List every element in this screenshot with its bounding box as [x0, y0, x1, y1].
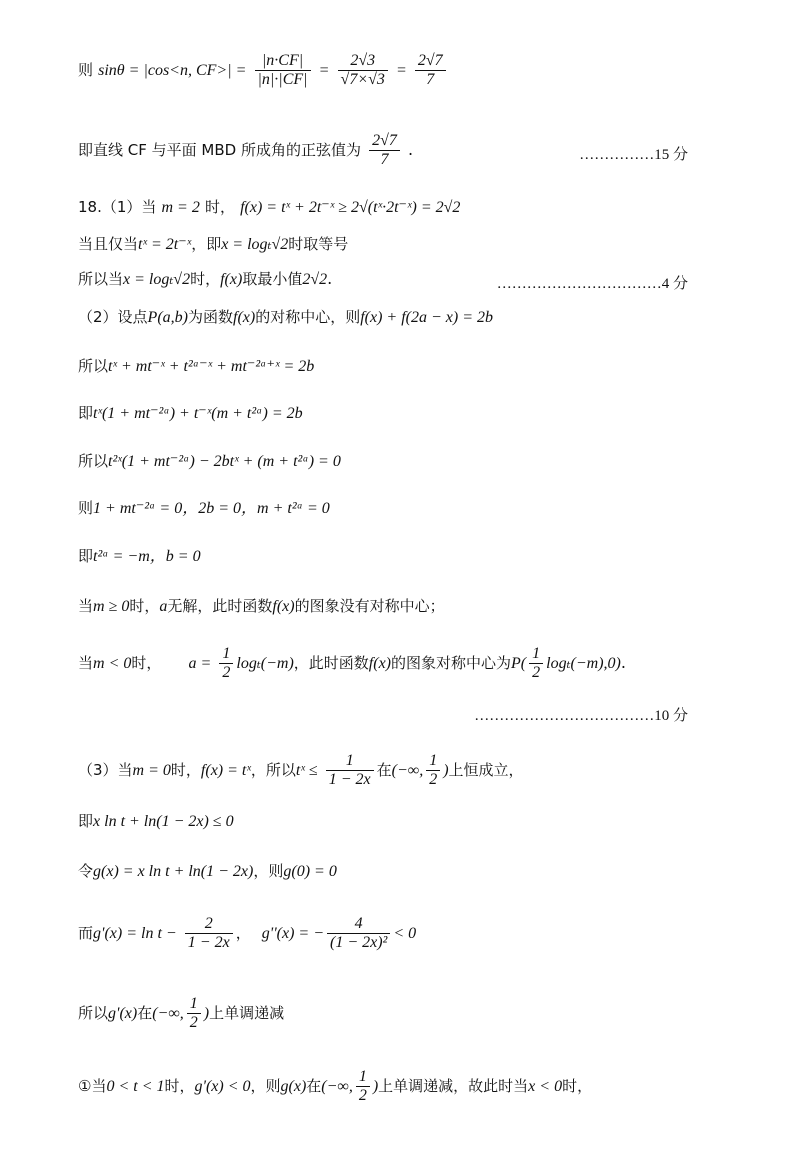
line-factor: 即tˣ(1 + mt⁻²ᵃ) + t⁻ˣ(m + t²ᵃ) = 2b — [78, 404, 303, 422]
fraction: $\frac{1}{2}$ — [356, 1068, 370, 1105]
fraction: $\frac{1}{2}$ — [426, 752, 440, 789]
line-log-inequality: 即x ln t + ln(1 − 2x) ≤ 0 — [78, 812, 234, 830]
line-sin-theta: 则 sinθ = |cos<n, CF>| = $\frac{|n\cdot CF|}{|n|\cdot|CF|}$ = $\frac{2√3}{√7\times√3}$ = $\frac{2√7}{7}$ — [78, 52, 760, 89]
line-result: 即t²ᵃ = −m，b = 0 — [78, 547, 201, 565]
fraction: $\frac{4}{\text{(1 − 2x)²}}$ — [327, 915, 390, 952]
fraction: $\frac{1}{2}$ — [187, 995, 201, 1032]
line-quadratic: 所以t²ˣ(1 + mt⁻²ᵃ) − 2btˣ + (m + t²ᵃ) = 0 — [78, 452, 341, 470]
line-derivatives: 而g'(x) = ln t − $\frac{2}{1 - 2x}$ ， g''(x) = − $\frac{4}{\text{(1 − 2x)²}}$ < 0 — [78, 915, 417, 951]
fraction: $\frac{2√7}{7}$ — [415, 52, 446, 89]
fraction: $\frac{1}{2}$ — [529, 645, 543, 682]
math-expr: sinθ = |cos<n, CF>| = — [98, 62, 247, 79]
line-case-t-lt-1: ①当0 < t < 1时，g'(x) < 0，则g(x)在(−∞, $\frac{1}{2}$ )上单调递减，故此时当x < 0时， — [78, 1068, 593, 1104]
line-part2-setup: （2）设点P(a,b)为函数f(x)的对称中心，则f(x) + f(2a − x) = 2b — [78, 308, 494, 326]
line-case-m-neg: 当m < 0时， a = $\frac{1}{2}$ logₜ(−m)，此时函数f(x)的图象对称中心为P( $\frac{1}{2}$ logₜ(−m),0). — [78, 645, 626, 681]
score-marker: ………………………………10 分 — [474, 708, 688, 724]
fraction: $\frac{|n\cdot CF|}{|n|\cdot|CF|}$ — [255, 52, 311, 89]
line-expand: 所以tˣ + mt⁻ˣ + t²ᵃ⁻ˣ + mt⁻²ᵃ⁺ˣ = 2b — [78, 357, 315, 375]
fraction: $\frac{1}{1 - 2x}$ — [326, 752, 374, 789]
line-define-g: 令g(x) = x ln t + ln(1 − 2x)，则g(0) = 0 — [78, 862, 337, 880]
line-minimum: 所以当x = logₜ√2时，f(x)取最小值2√2. — [78, 269, 333, 288]
fraction: $\frac{2√3}{√7\times√3}$ — [338, 52, 388, 89]
line-case-m-nonneg: 当m ≥ 0时，a无解，此时函数f(x)的图象没有对称中心； — [78, 597, 445, 615]
fraction: $\frac{1}{2}$ — [219, 645, 233, 682]
score-marker: ……………15 分 — [579, 147, 688, 163]
fraction: $\frac{2}{1 - 2x}$ — [185, 915, 233, 952]
line-q18-part1: 18.（1）当 m = 2 时， f(x) = tˣ + 2t⁻ˣ ≥ 2√(tˣ·2t⁻ˣ) = 2√2 — [78, 198, 461, 216]
line-part3-setup: （3）当m = 0时，f(x) = tˣ，所以tˣ ≤ $\frac{1}{1 - 2x}$ 在(−∞, $\frac{1}{2}$ )上恒成立， — [78, 752, 524, 788]
fraction: $\frac{2√7}{7}$ — [369, 132, 400, 169]
text: 则 — [78, 61, 94, 79]
score-marker: ……………………………4 分 — [496, 276, 688, 292]
line-g-prime-decreasing: 所以g'(x)在(−∞, $\frac{1}{2}$ )上单调递减 — [78, 995, 285, 1031]
line-conclusion-sine: 即直线 CF 与平面 MBD 所成角的正弦值为 $\frac{2√7}{7}$ . — [78, 132, 414, 168]
line-coefficients: 则1 + mt⁻²ᵃ = 0，2b = 0，m + t²ᵃ = 0 — [78, 499, 330, 517]
line-equality-condition: 当且仅当tˣ = 2t⁻ˣ，即x = logₜ√2时取等号 — [78, 235, 349, 253]
